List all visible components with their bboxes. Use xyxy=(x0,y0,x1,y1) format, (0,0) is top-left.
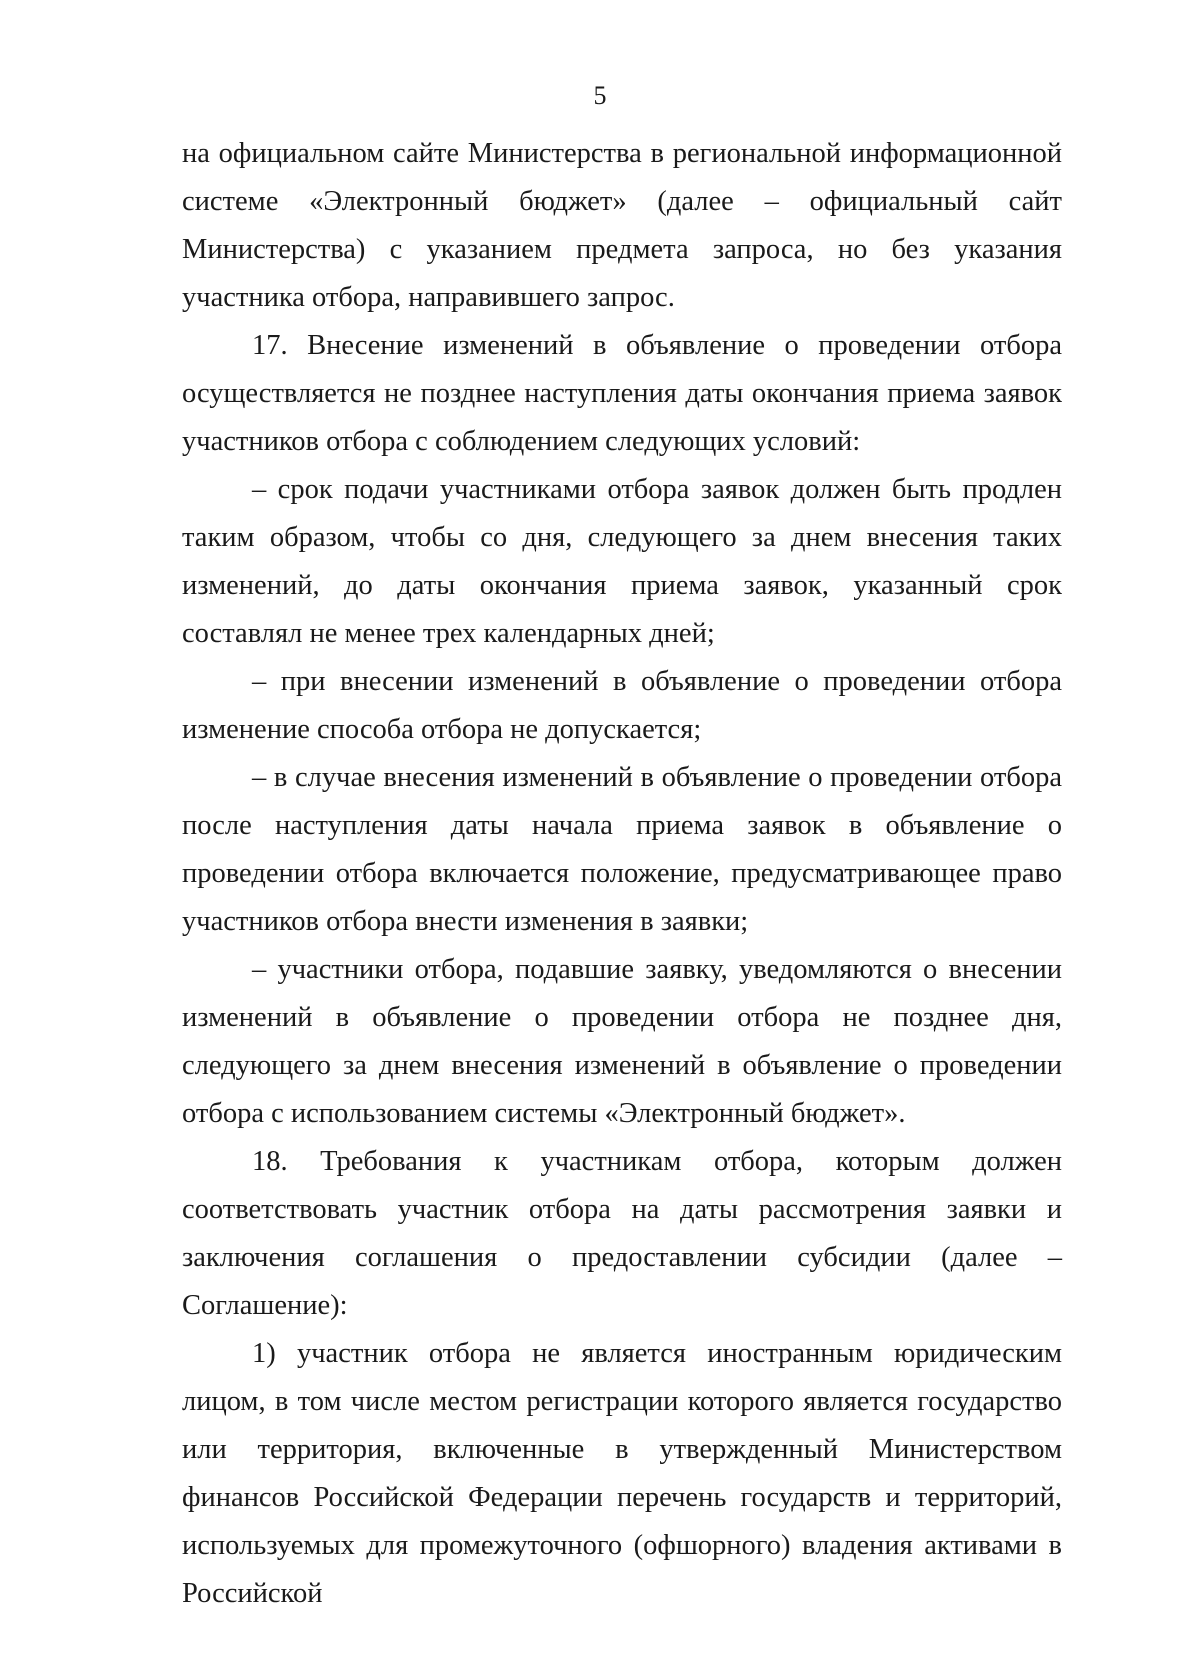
list-item-amend-applications: – в случае внесения изменений в объявление о проведении отбора после наступления даты начала приема заявок в объявление о проведении отбора включается положение, предусматривающее право участников отбора внести изменения в заявки; xyxy=(182,762,1062,937)
document-body xyxy=(182,130,1062,1618)
paragraph-18: 18. Требования к участникам отбора, которым должен соответствовать участник отбора на даты рассмотрения заявки и заключения соглашения о предоставлении субсидии (далее – Соглашение): xyxy=(182,1146,1062,1321)
list-item-method-change: – при внесении изменений в объявление о проведении отбора изменение способа отбора не допускается; xyxy=(182,666,1062,745)
list-item-term-extension: – срок подачи участниками отбора заявок должен быть продлен таким образом, чтобы со дня, следующего за днем внесения таких изменений, до даты окончания приема заявок, указанный срок составлял не менее трех календарных дней; xyxy=(182,474,1062,649)
list-item-notification: – участники отбора, подавшие заявку, уведомляются о внесении изменений в объявление о проведении отбора не позднее дня, следующего за днем внесения изменений в объявление о проведении отбора с использованием системы «Электронный бюджет». xyxy=(182,954,1062,1129)
requirement-item-1: 1) участник отбора не является иностранным юридическим лицом, в том числе местом регистрации которого является государство или территория, включенные в утвержденный Министерством финансов Российской Федерации перечень государств и территорий, используемых для промежуточного (офшорного) владения активами в Российской xyxy=(182,1338,1062,1609)
paragraph-continuation: на официальном сайте Министерства в региональной информационной системе «Электронный бюджет» (далее – официальный сайт Министерства) с указанием предмета запроса, но без указания участника отбора, направившего запрос. xyxy=(182,138,1062,313)
paragraph-17: 17. Внесение изменений в объявление о проведении отбора осуществляется не позднее наступления даты окончания приема заявок участников отбора с соблюдением следующих условий: xyxy=(182,330,1062,457)
page-number: 5 xyxy=(593,81,607,110)
